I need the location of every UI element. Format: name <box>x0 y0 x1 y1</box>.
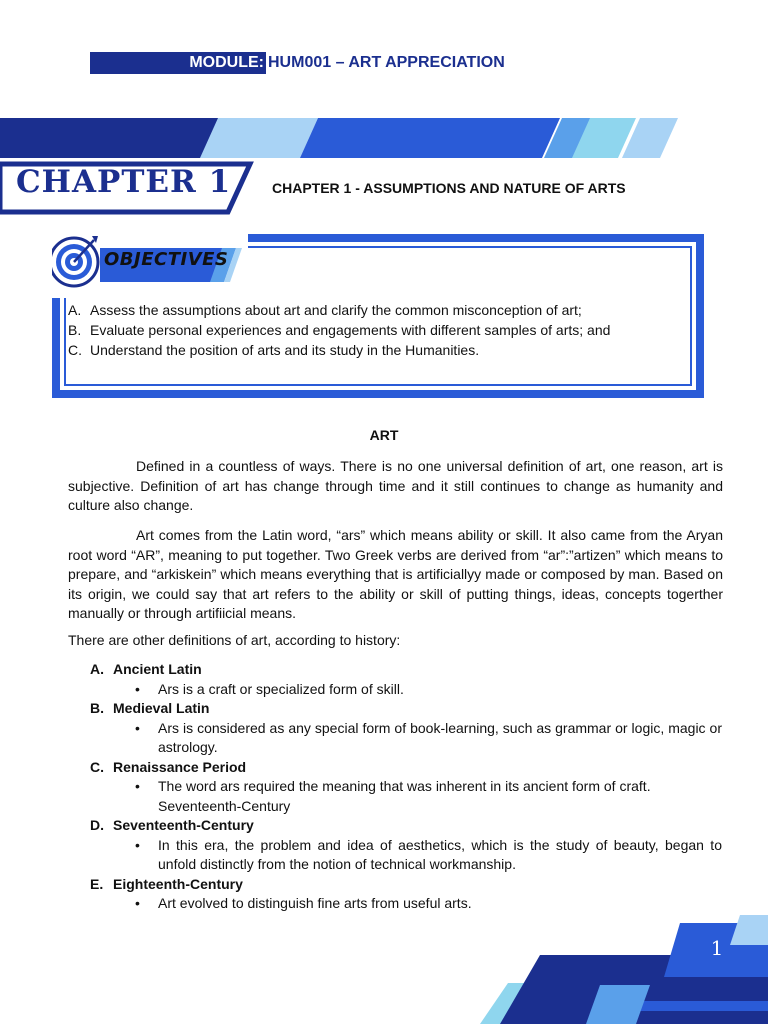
history-item <box>90 699 730 758</box>
history-bullet-text: In this era, the problem and idea of aesthetics, which is the study of beauty, began to unfold distinctly from the notion of technical workmanship. <box>158 836 722 872</box>
objective-item <box>68 300 688 320</box>
history-heading <box>90 816 730 836</box>
banner-band-navy <box>0 118 235 158</box>
bullet-glyph: • <box>135 778 140 794</box>
module-title: HUM001 – ART APPRECIATION <box>268 54 505 71</box>
chapter-title: CHAPTER 1 - ASSUMPTIONS AND NATURE OF ARTS <box>272 180 626 196</box>
objectives-heading: OBJECTIVES <box>104 249 229 270</box>
paragraph-definition <box>68 457 723 516</box>
paragraph-history-intro: There are other definitions of art, according to history: <box>68 632 401 648</box>
objective-text: Assess the assumptions about art and clarify the common misconception of art; <box>90 302 582 318</box>
history-letter: A. <box>90 661 104 677</box>
page-number: 1 <box>710 936 724 960</box>
target-icon <box>52 236 98 286</box>
history-title: Renaissance Period <box>113 758 247 775</box>
objective-letter: B. <box>68 322 82 338</box>
history-heading <box>90 660 730 680</box>
bullet-glyph: • <box>135 719 140 736</box>
objectives-list <box>68 300 688 360</box>
history-bullet-text: Ars is considered as any special form of book-learning, such as grammar or logic, magic or astrology. <box>158 719 722 755</box>
history-bullet <box>90 680 730 700</box>
chapter-label: CHAPTER 1 <box>16 164 232 200</box>
history-item <box>90 660 730 699</box>
history-bullet-text: Ars is a craft or specialized form of skill. <box>158 680 404 697</box>
history-letter: C. <box>90 758 104 775</box>
history-heading <box>90 699 730 719</box>
history-heading <box>90 758 730 778</box>
history-item <box>90 758 730 817</box>
footer-band-light <box>730 915 768 945</box>
history-title: Seventeenth-Century <box>113 817 254 833</box>
history-letter: E. <box>90 875 104 892</box>
history-bullet-text: Art evolved to distinguish fine arts from useful arts. <box>158 895 472 911</box>
history-bullet <box>90 777 730 816</box>
footer-graphic <box>0 915 768 1024</box>
paragraph-text: Art comes from the Latin word, “ars” which means ability or skill. It also came from the Aryan root word “AR”, meaning to put together. Two Greek verbs are derived from “ar”:”artizen” which means to prepare, and “arkiskein” which means everything that is artificiallyy made or composed by man. Based on its origin, we could say that art refers to the ability or skill of putting things, ideas, concepts togerther manually or through artifiicial means. <box>68 527 723 621</box>
history-title: Eighteenth-Century <box>113 875 243 892</box>
history-letter: D. <box>90 817 104 833</box>
paragraph-etymology <box>68 526 723 624</box>
section-heading-art: ART <box>369 427 399 443</box>
history-letter: B. <box>90 700 104 716</box>
history-list <box>90 660 730 914</box>
objective-letter: C. <box>68 342 82 358</box>
history-title: Ancient Latin <box>113 661 202 677</box>
module-label: MODULE: <box>189 54 264 71</box>
objective-item <box>68 340 688 360</box>
history-item <box>90 875 730 914</box>
banner-band-blue <box>300 118 560 158</box>
history-bullet <box>90 719 730 758</box>
bullet-glyph: • <box>135 836 140 853</box>
history-title: Medieval Latin <box>113 700 210 716</box>
objective-text: Understand the position of arts and its study in the Humanities. <box>90 342 480 358</box>
paragraph-text: Defined in a countless of ways. There is no one universal definition of art, one reason, art is subjective. Definition of art has change through time and it still continues to change as humanity and culture also change. <box>68 458 723 513</box>
bullet-glyph: • <box>135 895 140 911</box>
history-item <box>90 816 730 875</box>
objective-letter: A. <box>68 302 82 318</box>
objective-item <box>68 320 688 340</box>
bullet-glyph: • <box>135 680 140 697</box>
history-heading <box>90 875 730 895</box>
history-bullet <box>90 836 730 875</box>
history-bullet-text: The word ars required the meaning that was inherent in its ancient form of craft. Seventeenth-Century <box>158 778 651 814</box>
history-bullet <box>90 894 730 914</box>
banner-band-pale <box>200 118 318 158</box>
objective-text: Evaluate personal experiences and engagements with different samples of arts; and <box>90 322 611 338</box>
